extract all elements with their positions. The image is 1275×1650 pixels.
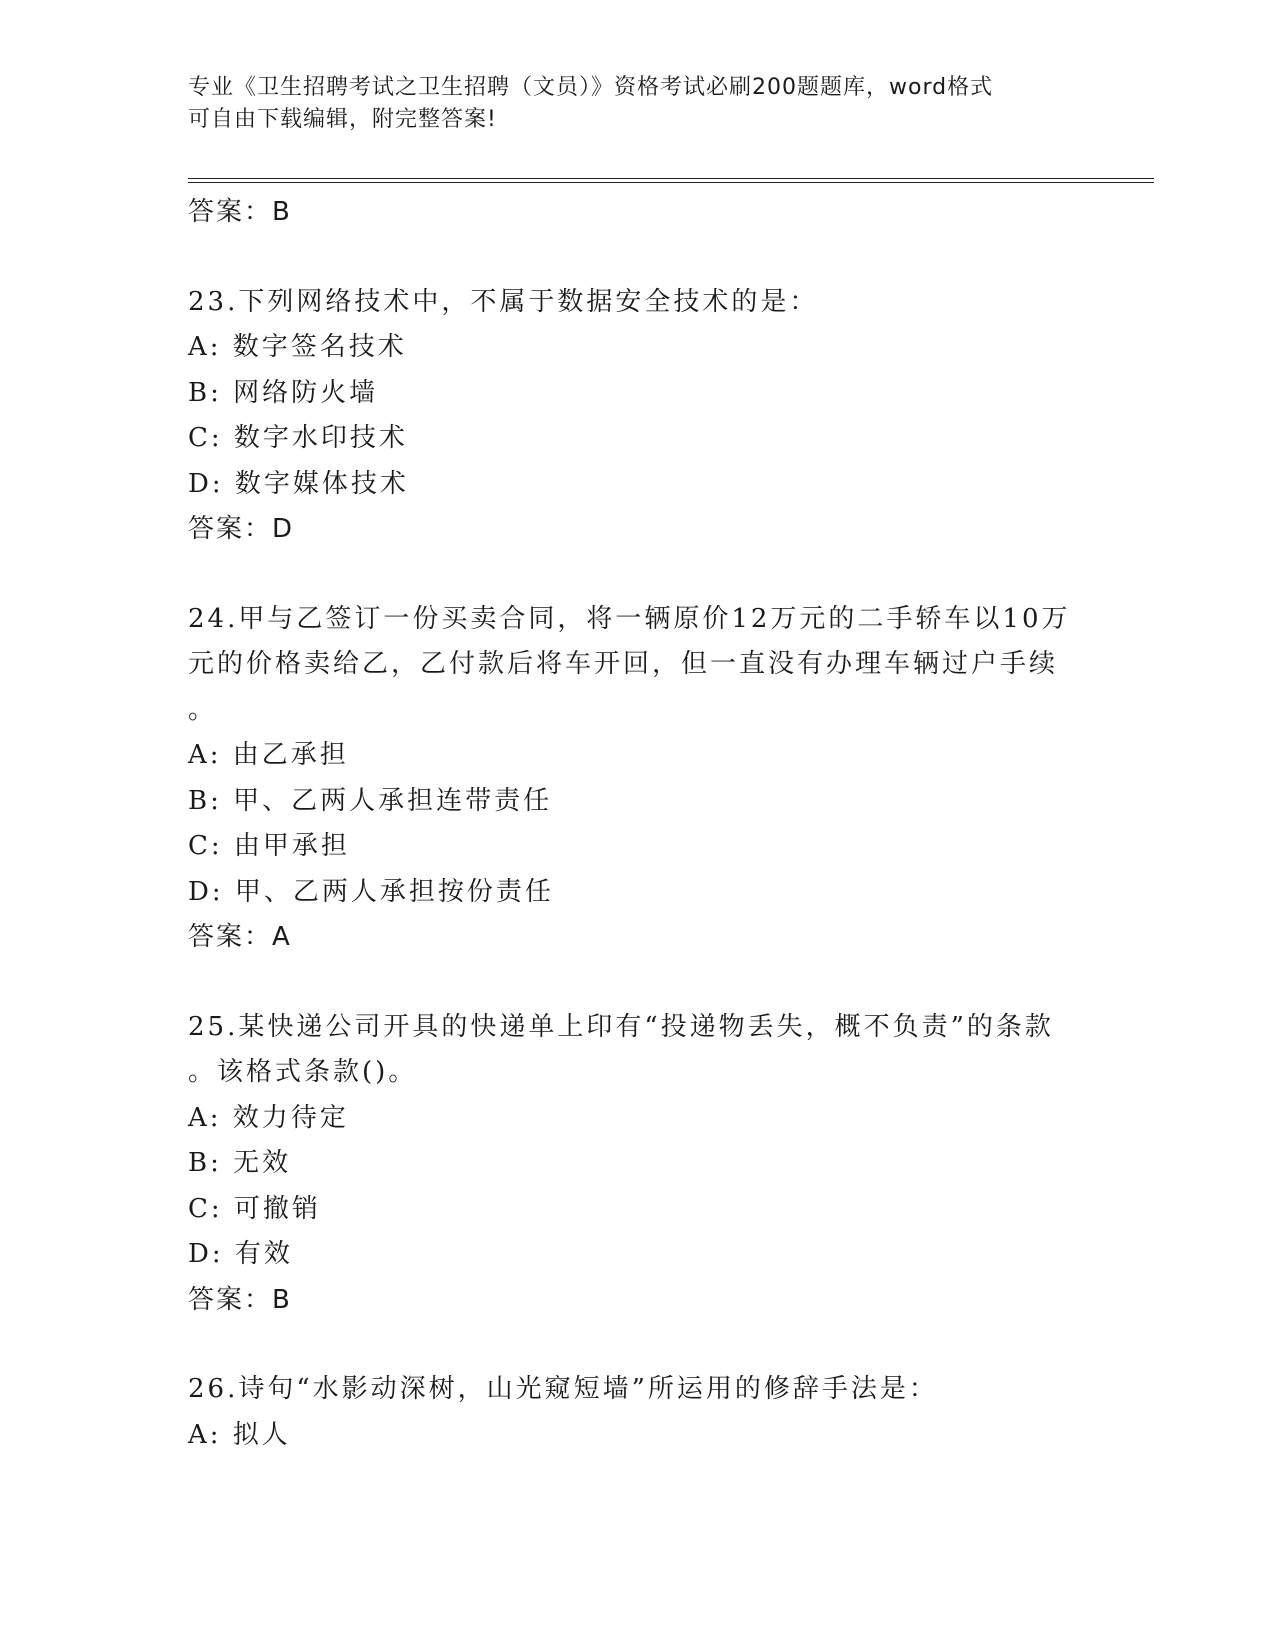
option-c: C: 数字水印技术 xyxy=(188,423,408,453)
option-b: B: 网络防火墙 xyxy=(188,377,379,408)
option-a: A: 由乙承担 xyxy=(188,740,349,770)
option-a: A: 效力待定 xyxy=(188,1102,349,1133)
option-a: A: 拟人 xyxy=(188,1419,291,1450)
spacer xyxy=(188,1323,1088,1367)
answer-line: 答案：B xyxy=(188,1284,292,1315)
option-d: D: 数字媒体技术 xyxy=(188,468,409,499)
question-26 xyxy=(188,1367,1088,1458)
question-text: 。 xyxy=(188,694,218,725)
document-header xyxy=(188,72,1068,136)
header-line-2: 可自由下载编辑，附完整答案! xyxy=(188,107,497,132)
question-text: 26.诗句“水影动深树，山光窥短墙”所运用的修辞手法是： xyxy=(188,1374,938,1404)
header-rule-top xyxy=(188,178,1154,179)
question-text: 元的价格卖给乙，乙付款后将车开回，但一直没有办理车辆过户手续 xyxy=(188,649,1059,679)
option-c: C: 由甲承担 xyxy=(188,831,350,861)
header-line-1: 专业《卫生招聘考试之卫生招聘（文员）》资格考试必刷200题题库，word格式 xyxy=(188,75,994,100)
answer-line: 答案：D xyxy=(188,514,295,544)
question-23 xyxy=(188,280,1088,553)
option-a: A: 数字签名技术 xyxy=(188,332,407,362)
question-text: 24.甲与乙签订一份买卖合同，将一辆原价12万元的二手轿车以10万 xyxy=(188,603,1071,634)
option-d: D: 甲、乙两人承担按份责任 xyxy=(188,876,554,907)
answer-line: 答案：A xyxy=(188,922,292,952)
option-d: D: 有效 xyxy=(188,1239,293,1269)
answer-line: 答案：B xyxy=(188,197,292,227)
spacer xyxy=(188,236,1088,280)
spacer xyxy=(188,553,1088,597)
spacer xyxy=(188,961,1088,1005)
option-b: B: 甲、乙两人承担连带责任 xyxy=(188,785,553,816)
question-24 xyxy=(188,597,1088,961)
question-25 xyxy=(188,1005,1088,1324)
option-c: C: 可撤销 xyxy=(188,1193,321,1224)
option-b: B: 无效 xyxy=(188,1148,292,1178)
header-rule-bottom xyxy=(188,182,1154,183)
question-list xyxy=(188,190,1088,1458)
question-text: 。该格式条款()。 xyxy=(188,1057,418,1087)
question-text: 25.某快递公司开具的快递单上印有“投递物丢失，概不负责”的条款 xyxy=(188,1011,1054,1042)
question-text: 23.下列网络技术中，不属于数据安全技术的是： xyxy=(188,286,819,317)
